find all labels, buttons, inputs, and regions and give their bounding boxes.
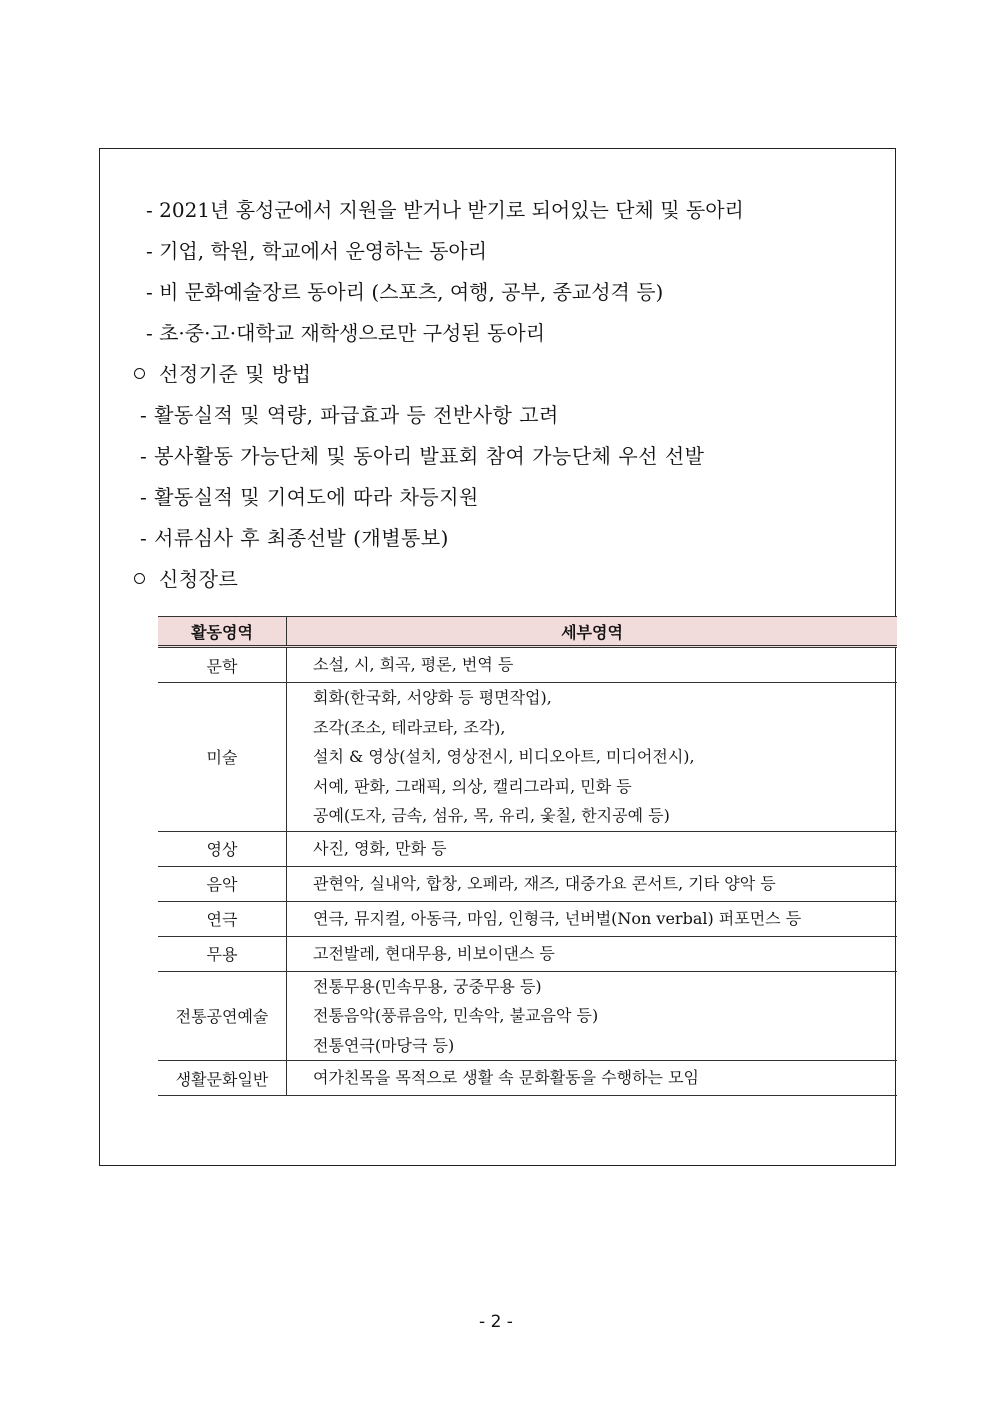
table-row [158,1061,897,1096]
table-row [158,971,897,1061]
criteria-heading: 선정기준 및 방법 [159,362,312,386]
genre-detail [287,866,898,901]
criteria-item: - 서류심사 후 최종선발 (개별통보) [140,526,449,550]
header-area: 활동영역 [158,617,287,647]
exclusion-item: - 2021년 홍성군에서 지원을 받거나 받기로 되어있는 단체 및 동아리 [146,198,744,222]
detail-line: 전통무용(민속무용, 궁중무용 등) [313,976,542,996]
genre-table [158,616,897,1096]
genre-detail [287,1061,898,1096]
page-number: - 2 - [479,1312,513,1332]
circle-bullet-icon [134,368,145,379]
detail-line: 설치 & 영상(설치, 영상전시, 비디오아트, 미디어전시), [313,747,695,766]
table-row [158,831,897,866]
criteria-item: - 활동실적 및 기여도에 따라 차등지원 [140,485,479,509]
exclusion-item: - 비 문화예술장르 동아리 (스포츠, 여행, 공부, 종교성격 등) [146,280,664,304]
criteria-item: - 봉사활동 가능단체 및 동아리 발표회 참여 가능단체 우선 선발 [140,444,705,468]
genre-detail [287,936,898,971]
genres-heading: 신청장르 [159,567,239,591]
detail-line: 고전발레, 현대무용, 비보이댄스 등 [313,943,555,963]
exclusion-item: - 초·중·고·대학교 재학생으로만 구성된 동아리 [146,321,546,345]
table-row [158,936,897,971]
detail-line: 전통음악(풍류음악, 민속악, 불교음악 등) [313,1006,599,1025]
genre-area: 연극 [158,901,287,936]
genre-area: 음악 [158,866,287,901]
table-row [158,647,897,683]
circle-bullet-icon [134,573,145,584]
exclusion-item: - 기업, 학원, 학교에서 운영하는 동아리 [146,239,488,263]
detail-line: 회화(한국화, 서양화 등 평면작업), [313,688,552,707]
genre-table-header [158,617,897,647]
header-detail: 세부영역 [287,617,898,647]
content-frame [99,148,896,1166]
detail-line: 연극, 뮤지컬, 아동극, 마임, 인형극, 넌버벌(Non verbal) 퍼포먼스 등 [313,908,802,928]
detail-line: 조각(조소, 테라코타, 조각), [313,717,506,737]
table-row [158,866,897,901]
genre-detail [287,683,898,832]
table-row [158,683,897,832]
detail-line: 전통연극(마당극 등) [313,1035,455,1055]
criteria-heading-row [134,361,311,387]
detail-line: 관현악, 실내악, 합창, 오페라, 재즈, 대중가요 콘서트, 기타 양악 등 [313,873,776,893]
detail-line: 서예, 판화, 그래픽, 의상, 캘리그라피, 민화 등 [313,776,632,796]
genre-area: 문학 [158,647,287,683]
detail-line: 사진, 영화, 만화 등 [313,838,447,858]
detail-line: 여가친목을 목적으로 생활 속 문화활동을 수행하는 모임 [313,1068,700,1087]
genre-area: 무용 [158,936,287,971]
genre-area: 영상 [158,831,287,866]
genre-area: 미술 [158,683,287,832]
criteria-item: - 활동실적 및 역량, 파급효과 등 전반사항 고려 [140,403,559,427]
detail-line: 공예(도자, 금속, 섬유, 목, 유리, 옻칠, 한지공예 등) [313,806,670,825]
genre-detail [287,647,898,683]
detail-line: 소설, 시, 희곡, 평론, 번역 등 [313,655,514,674]
table-row [158,901,897,936]
genre-area: 생활문화일반 [158,1061,287,1096]
genre-detail [287,971,898,1061]
genre-area: 전통공연예술 [158,971,287,1061]
genre-detail [287,901,898,936]
genres-heading-row [134,566,238,592]
genre-detail [287,831,898,866]
